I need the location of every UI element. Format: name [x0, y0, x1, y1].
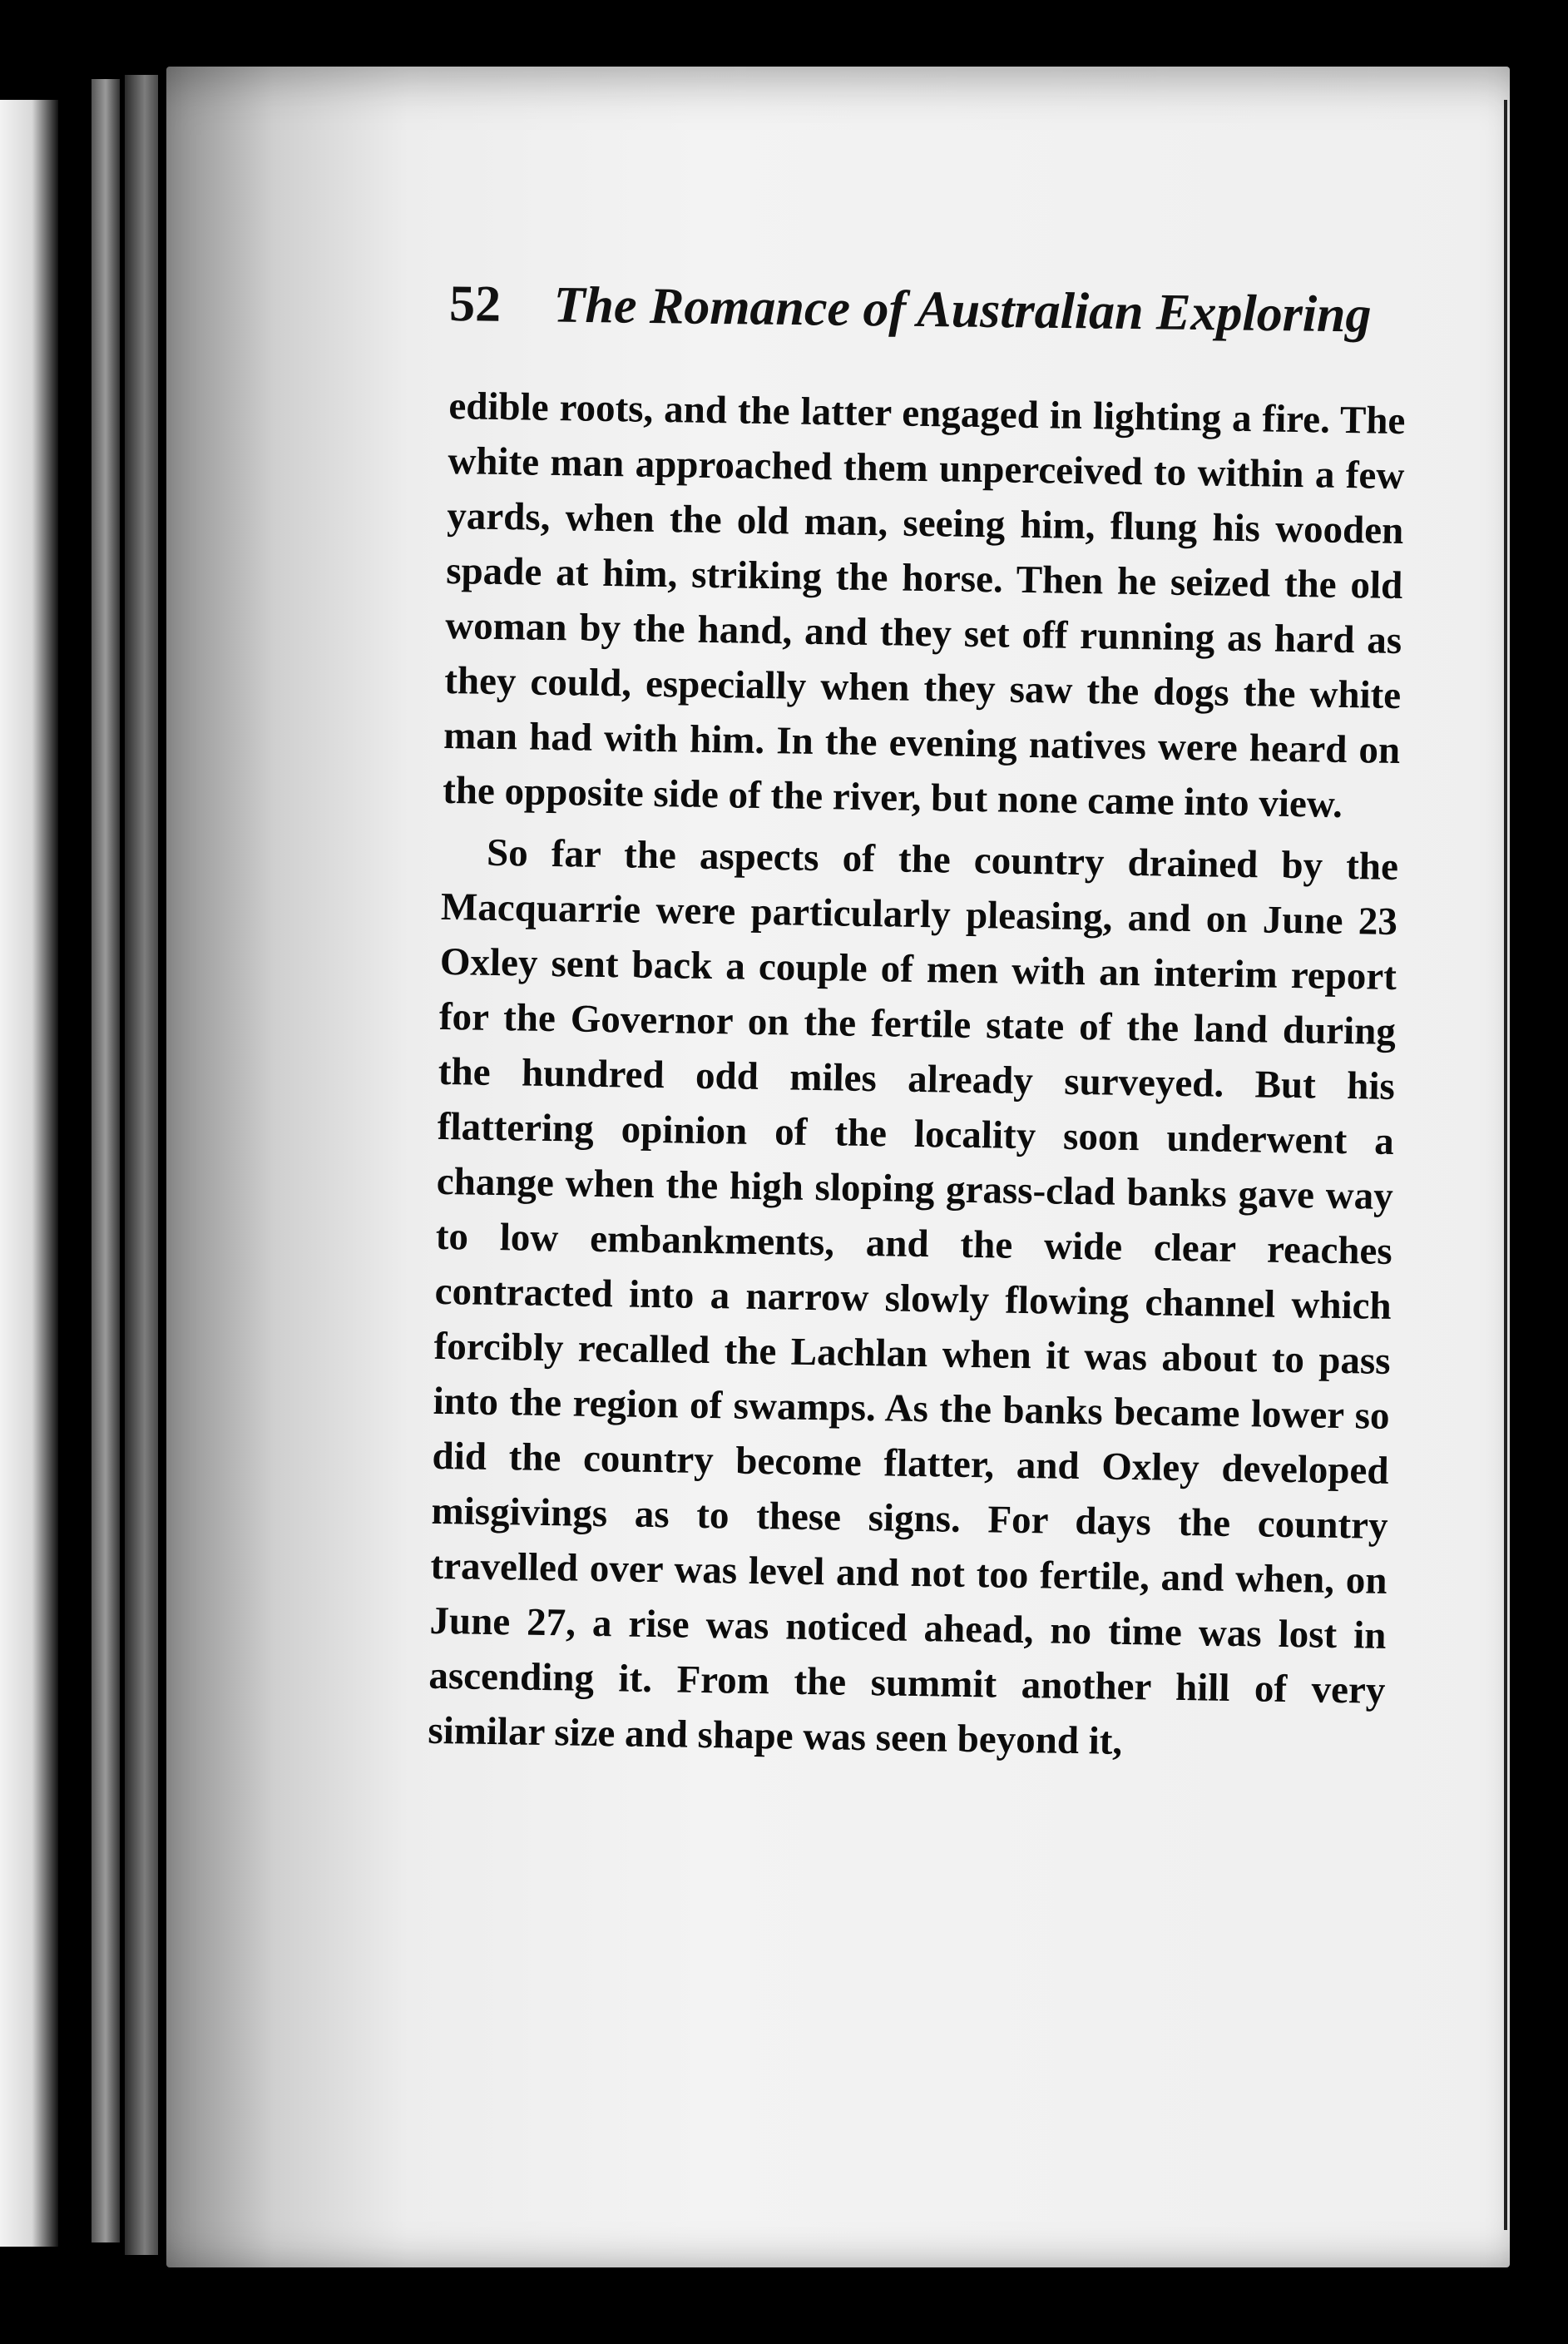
book-title: The Romance of Australian Exploring: [553, 276, 1372, 344]
body-text: [428, 379, 1406, 1773]
page-number: 52: [448, 275, 502, 333]
paragraph: edible roots, and the latter engaged in lighting a fire. The white man approached them unperceived to within a few yards, when the old man, seeing him, flung his wooden spade at him, striking the horse. Then he seized the old woman by the hand, and they set off running as hard as they could, especially when they saw the dogs the white man had with him. In the evening natives were heard on the opposite side of the river, but none came into view.: [442, 384, 1406, 826]
page-stack-edge: [92, 79, 120, 2242]
running-head: [448, 275, 1414, 361]
adjacent-page-edge: [0, 100, 58, 2247]
paragraph: So far the aspects of the country drained by the Macquarrie were particularly pleasing, and on June 23 Oxley sent back a couple of men with an interim report for the Governor on the fertile state of the land during the hundred odd miles already surveyed. But his flattering opinion of the locality soon underwent a change when the high sloping grass-clad banks gave way to low embankments, and the wide clear reaches contracted into a narrow slowly flowing channel which forcibly recalled the Lachlan when it was about to pass into the region of swamps. As the banks became lower so did the country become flatter, and Oxley developed misgivings as to these signs. For days the country travelled over was level and not too fertile, and when, on June 27, a rise was noticed ahead, no time was lost in ascending it. From the summit another hill of very similar size and shape was seen beyond it,: [428, 830, 1399, 1763]
page-right-border: [1504, 100, 1507, 2230]
page-stack-edge: [125, 75, 158, 2255]
